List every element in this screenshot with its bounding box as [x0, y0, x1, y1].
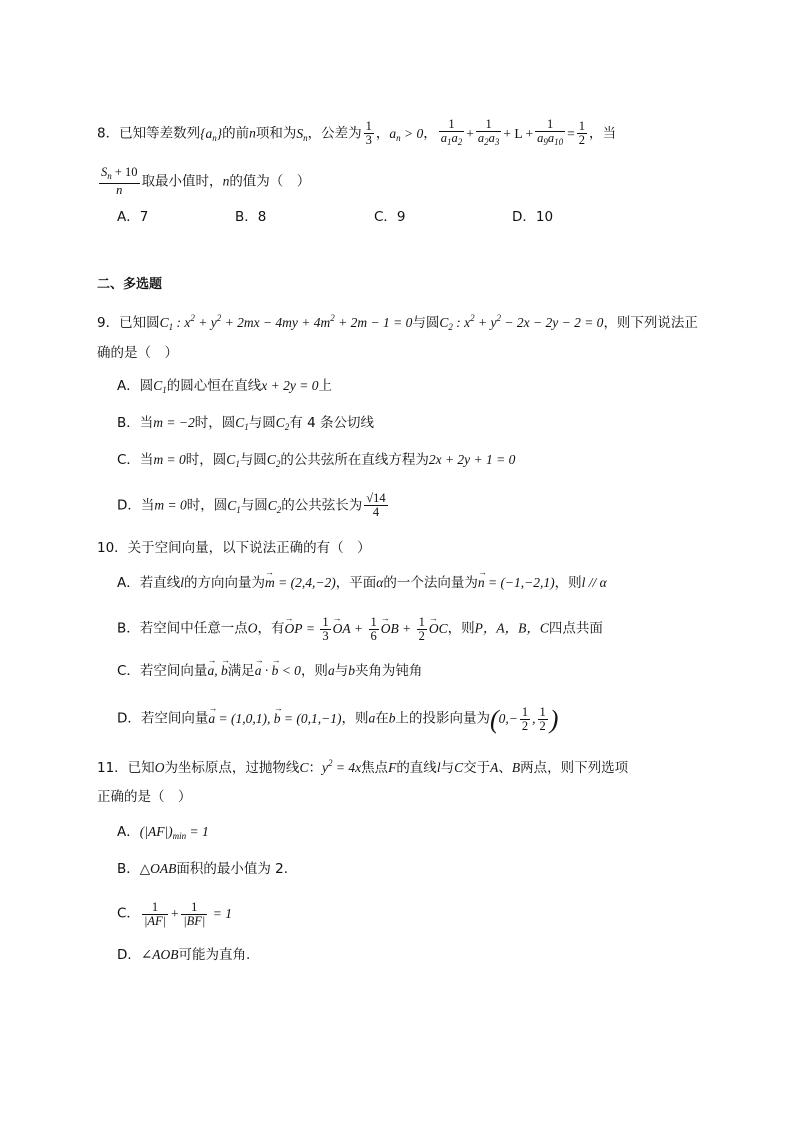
circle-c1: $C_1$ — [226, 452, 240, 469]
min-af: $(|AF|)_{min} = 1$ — [139, 824, 209, 841]
q8-option-a: A．7 — [117, 209, 149, 225]
q8-sum-equation: $\frac{1}{a_1a_2}$ + $\frac{1}{a_2a_3}$ + L + $\frac{1}{a_9a_{10}}$ = $\frac{1}{2}$ — [440, 117, 586, 147]
circle-c2: $C_2$ — [266, 452, 281, 469]
q8-number: 8． — [97, 125, 120, 142]
q9-option-c — [117, 450, 515, 474]
q11-text: 、 — [498, 760, 512, 776]
opt-math: α — [376, 575, 384, 590]
q11-math: C — [299, 760, 309, 775]
q11-text: ： — [308, 760, 322, 776]
opt-math: O — [247, 620, 258, 636]
q8-n: n — [249, 125, 256, 141]
frac-den: 3 — [365, 133, 372, 147]
q8-text: ， — [423, 125, 437, 142]
q8-text: 已知等差数列 — [119, 125, 201, 142]
q9-option-d — [117, 492, 390, 520]
q8-text: 的前 — [222, 125, 250, 142]
section-title: 二、多选题 — [97, 277, 163, 292]
circle-c1: $C_1$ — [235, 415, 249, 432]
opt-math: m = 0 — [153, 452, 186, 467]
parabola-equation: $y^2 = 4x$ — [321, 758, 362, 775]
q9-text: 9．已知圆 — [97, 315, 160, 331]
q8-text: 的值为（ ） — [229, 173, 311, 190]
opt-text: A．圆 — [117, 378, 154, 394]
q11-option-b — [117, 859, 288, 879]
opt-text: 满足 — [227, 663, 255, 679]
normal-vector: → n = (−1,−2,1) — [478, 575, 555, 590]
opt-text: 与 — [334, 663, 349, 679]
q8-text: 取最小值时， — [141, 173, 223, 190]
q10-option-b — [117, 616, 603, 643]
opt-text: 上 — [318, 378, 332, 394]
opt-text: 时，圆 — [194, 415, 236, 431]
direction-vector: → m = (2,4,−2) — [265, 575, 336, 590]
opt-text: 的方向向量为 — [184, 575, 266, 591]
q11-option-c — [117, 901, 232, 928]
q11-option-d — [117, 945, 250, 965]
circle-c2: $C_2$ — [275, 415, 290, 432]
opt-math: ∠AOB — [140, 947, 179, 962]
opt-text: B． — [117, 861, 140, 877]
opt-text: 夹角为钝角 — [354, 663, 423, 679]
reciprocal-sum: $\frac{1}{|AF|}$ + $\frac{1}{|BF|}$ = 1 — [143, 900, 232, 928]
opt-text: ，则 — [447, 620, 475, 637]
q10-option-a — [117, 573, 607, 593]
q8-text: ，当 — [589, 125, 617, 142]
opt-math: 2x + 2y + 1 = 0 — [428, 452, 516, 467]
q8-option-c: C．9 — [374, 209, 406, 225]
q10-stem: 10．关于空间向量，以下说法正确的有（ ） — [97, 540, 371, 556]
opt-text: ，平面 — [335, 575, 377, 591]
opt-text: 的公共弦所在直线方程为 — [280, 452, 429, 468]
opt-text: 四点共面 — [548, 620, 603, 637]
frac-num: 1 — [365, 119, 372, 133]
opt-text: 与圆 — [239, 452, 267, 468]
opt-text: 时，圆 — [185, 452, 227, 468]
opt-text: 上的投影向量为 — [395, 710, 490, 727]
q9-text: ，则下列说法正 — [603, 315, 698, 331]
opt-text: 与圆 — [248, 415, 276, 431]
q8-text: ， — [375, 125, 390, 142]
opt-text: D．若空间向量 — [117, 710, 209, 727]
opt-text: C．当 — [117, 452, 154, 468]
circle-c2: $C_2$ — [267, 497, 282, 515]
q8-text: ，公差为 — [307, 125, 362, 142]
chord-length-fraction — [364, 492, 387, 519]
q11-text: 11．已知 — [97, 760, 155, 776]
opt-math: m = 0 — [154, 497, 187, 513]
q11-math: B — [511, 760, 521, 775]
opt-text: 与圆 — [240, 497, 268, 514]
opt-text: D．当 — [117, 497, 155, 514]
q9-line-1 — [97, 308, 698, 337]
opt-text: B．当 — [117, 415, 154, 431]
frac-num: √14 — [366, 491, 386, 505]
q8-Sn: $S_n$ — [296, 125, 308, 143]
q11-math: A — [490, 760, 499, 775]
vector-equation: → OP = $\frac{1}{3}$ → OA + $\frac{1}{6}$ → OB + $\frac{1}{2}$ → OC — [285, 621, 448, 636]
opt-text: A． — [117, 824, 140, 840]
projection-result: (0,− $\frac{1}{2}$ , $\frac{1}{2}$ ) — [489, 704, 559, 734]
opt-text: 时，圆 — [186, 497, 228, 514]
opt-text: 的圆心恒在直线 — [166, 378, 262, 394]
q11-option-a — [117, 822, 209, 846]
opt-math: a — [327, 663, 335, 678]
opt-math: b — [348, 663, 355, 678]
q11-text: 焦点 — [361, 760, 389, 776]
q8-option-d: D．10 — [512, 209, 554, 225]
q10-option-d — [117, 706, 558, 733]
q11-line-1 — [97, 753, 628, 778]
q11-text: 为坐标原点，过抛物线 — [164, 760, 300, 776]
q8-expr-fraction: $\frac{S_n + 10}{n}$ — [101, 165, 138, 197]
dot-product-condition: → a · → b < 0 — [255, 663, 301, 678]
opt-text: ，则 — [300, 663, 328, 679]
q11-text: 交于 — [463, 760, 491, 776]
q8-sequence: $\{a_n\}$ — [200, 125, 223, 143]
q11-math: C — [454, 760, 464, 775]
opt-math: b — [388, 710, 396, 726]
q11-text: 与 — [440, 760, 455, 776]
opt-text: B．若空间中任意一点 — [117, 620, 248, 637]
vectors-ab: → a, → b — [207, 663, 227, 678]
q11-math: F — [388, 760, 397, 775]
q8-line-2 — [97, 166, 310, 197]
q11-math: O — [154, 760, 165, 775]
q8-text: 项和为 — [255, 125, 297, 142]
opt-text: 的公共弦长为 — [281, 497, 363, 514]
q8-line-1 — [97, 118, 616, 149]
opt-text: C． — [117, 905, 140, 922]
opt-math: m = −2 — [153, 415, 195, 430]
opt-text: ，则 — [554, 575, 582, 591]
q8-option-b: B．8 — [235, 209, 267, 225]
q11-text: 的直线 — [396, 760, 437, 776]
opt-math: l // α — [581, 575, 607, 590]
opt-text: 的一个法向量为 — [383, 575, 478, 591]
q10-option-c — [117, 661, 422, 681]
opt-text: C．若空间向量 — [117, 663, 208, 679]
q8-condition: $a_n > 0$ — [389, 125, 424, 143]
opt-math: P，A，B，C — [474, 620, 549, 636]
opt-math: △OAB — [139, 861, 177, 876]
q9-circle1-equation: $C_1$ : $x^2 + y^2 + 2mx - 4my + 4m^2 + 2m - 1 = 0$ — [159, 313, 413, 332]
q8-n: n — [222, 173, 230, 189]
q11-line-2: 正确的是（ ） — [97, 789, 192, 805]
q9-option-b — [117, 413, 374, 437]
q11-math: l — [436, 760, 441, 775]
q8-diff-fraction — [364, 120, 374, 147]
opt-text: 面积的最小值为 2. — [176, 861, 289, 877]
opt-math: x + 2y = 0 — [261, 378, 319, 393]
frac-den: 4 — [372, 505, 380, 519]
opt-math: a — [368, 710, 376, 726]
opt-text: 在 — [375, 710, 389, 727]
opt-text: ，则 — [341, 710, 369, 727]
circle-c1: $C_1$ — [227, 497, 241, 515]
q9-text: 与圆 — [412, 315, 440, 331]
circle-c1: $C_1$ — [153, 378, 167, 395]
opt-text: D． — [117, 947, 141, 963]
opt-math: l — [180, 575, 185, 590]
q9-option-a — [117, 376, 332, 400]
q11-text: 两点，则下列选项 — [520, 760, 629, 776]
opt-text: ，有 — [257, 620, 285, 637]
opt-text: 有 4 条公切线 — [289, 415, 374, 431]
q9-circle2-equation: $C_2$ : $x^2 + y^2 - 2x - 2y - 2 = 0$ — [439, 313, 604, 332]
vector-values: → a = (1,0,1), → b = (0,1,−1) — [208, 711, 341, 726]
opt-text: A．若直线 — [117, 575, 181, 591]
opt-text: 可能为直角. — [178, 947, 251, 963]
q9-line-2: 确的是（ ） — [97, 345, 178, 361]
